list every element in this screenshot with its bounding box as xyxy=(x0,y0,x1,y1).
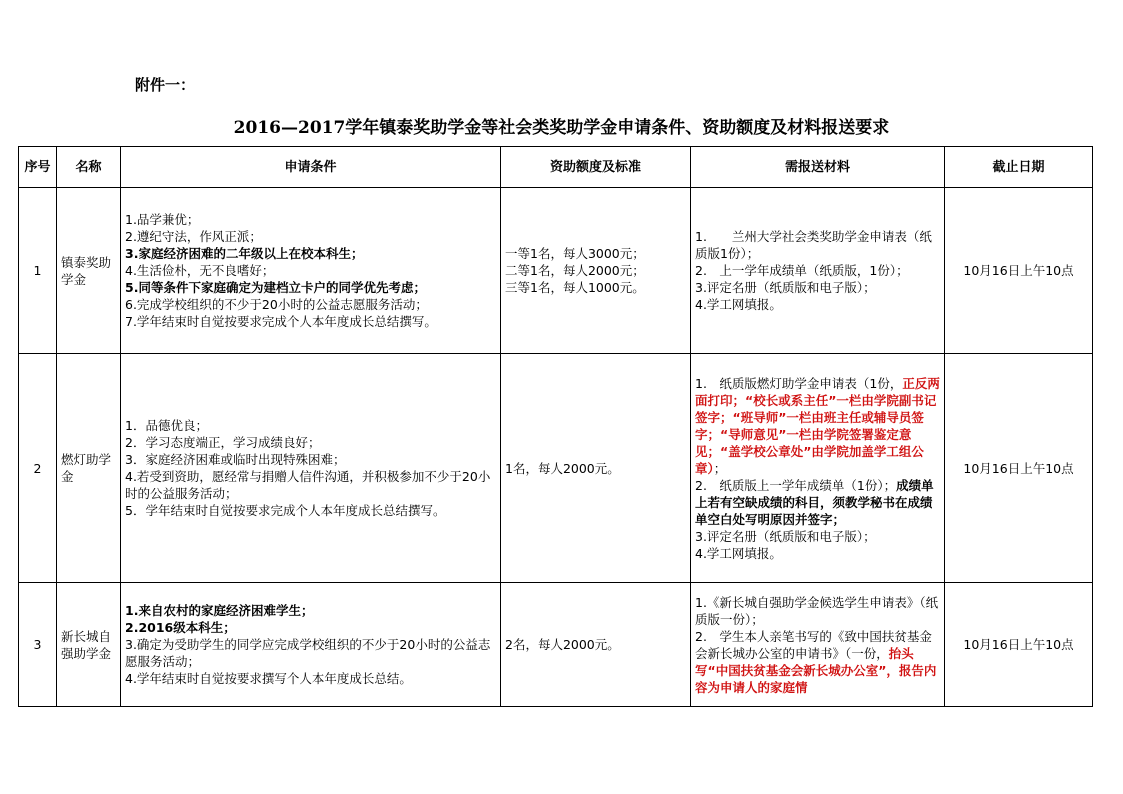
material-text: ； xyxy=(713,460,727,476)
amount-item: 三等1名，每人1000元。 xyxy=(505,280,645,295)
material-text: 2. 纸质版上一学年成绩单（1份）； xyxy=(695,477,897,493)
condition-item: 3.家庭经济困难的二年级以上在校本科生； xyxy=(125,246,364,261)
row-number: 3 xyxy=(19,583,57,707)
material-text: 正反两面打印；“校长或系主任”一栏由学院副书记签字；“班导师”一栏由班主任或辅导员签字；“导师意见”一栏由学院签署鉴定意见；“盖学校公章处”由学院加盖学工组公章） xyxy=(695,375,940,476)
material-text: 2. 学生本人亲笔书写的《致中国扶贫基金会新长城办公室的申请书》（一份， xyxy=(695,628,932,661)
material-text: 抬头写“中国扶贫基金会新长城办公室”，报告内容为申请人的家庭情 xyxy=(695,645,937,695)
material-text: 1. 纸质版燃灯助学金申请表（1份， xyxy=(695,375,903,391)
materials-list xyxy=(695,375,940,562)
header-conditions: 申请条件 xyxy=(121,147,501,188)
condition-item: 2．学习态度端正，学习成绩良好； xyxy=(125,435,321,450)
materials-list xyxy=(695,228,940,313)
amount-cell xyxy=(501,188,691,354)
materials-cell xyxy=(691,188,945,354)
conditions-cell xyxy=(121,188,501,354)
material-text: 3.评定名册（纸质版和电子版）； xyxy=(695,528,876,544)
header-deadline: 截止日期 xyxy=(945,147,1093,188)
condition-item: 5．学年结束时自觉按要求完成个人本年度成长总结撰写。 xyxy=(125,503,446,518)
condition-item: 4.学年结束时自觉按要求撰写个人本年度成长总结。 xyxy=(125,671,412,686)
table-row xyxy=(19,583,1093,707)
material-text: 4.学工网填报。 xyxy=(695,297,782,312)
attachment-heading: 附件一： xyxy=(135,76,196,94)
conditions-cell xyxy=(121,354,501,583)
condition-item: 3.确定为受助学生的同学应完成学校组织的不少于20小时的公益志愿服务活动； xyxy=(125,637,491,669)
document-title: 2016—2017学年镇泰奖助学金等社会类奖助学金申请条件、资助额度及材料报送要求 xyxy=(233,118,890,138)
condition-item: 1．品德优良； xyxy=(125,418,208,433)
amount-item: 一等1名，每人3000元； xyxy=(505,246,645,261)
scholarship-table xyxy=(18,146,1093,707)
table-row xyxy=(19,188,1093,354)
material-item xyxy=(695,228,940,262)
header-name: 名称 xyxy=(57,147,121,188)
table-row xyxy=(19,354,1093,583)
material-text: 2. 上一学年成绩单（纸质版，1份）； xyxy=(695,263,909,278)
material-item xyxy=(695,628,940,696)
material-item xyxy=(695,545,940,562)
condition-item: 4.若受到资助，愿经常与捐赠人信件沟通，并积极参加不少于20小时的公益服务活动； xyxy=(125,469,491,501)
condition-item: 4.生活俭朴，无不良嗜好； xyxy=(125,263,275,278)
amount-cell xyxy=(501,354,691,583)
row-number: 1 xyxy=(19,188,57,354)
condition-item: 2.遵纪守法，作风正派； xyxy=(125,229,262,244)
condition-item: 1.品学兼优； xyxy=(125,212,200,227)
condition-item: 5.同等条件下家庭确定为建档立卡户的同学优先考虑； xyxy=(125,280,426,295)
material-text: 3.评定名册（纸质版和电子版）； xyxy=(695,280,876,295)
material-text: 成绩单上若有空缺成绩的科目，须教学秘书在成绩单空白处写明原因并签字； xyxy=(695,477,934,527)
header-amount: 资助额度及标准 xyxy=(501,147,691,188)
scholarship-name: 燃灯助学金 xyxy=(57,354,121,583)
material-item xyxy=(695,594,940,628)
table-header-row xyxy=(19,147,1093,188)
condition-item: 6.完成学校组织的不少于20小时的公益志愿服务活动； xyxy=(125,297,428,312)
scholarship-name: 镇泰奖助学金 xyxy=(57,188,121,354)
deadline-cell: 10月16日上午10点 xyxy=(945,354,1093,583)
conditions-cell xyxy=(121,583,501,707)
condition-item: 7.学年结束时自觉按要求完成个人本年度成长总结撰写。 xyxy=(125,314,437,329)
material-item xyxy=(695,279,940,296)
amount-item: 二等1名，每人2000元； xyxy=(505,263,645,278)
scholarship-name: 新长城自强助学金 xyxy=(57,583,121,707)
condition-item: 3．家庭经济困难或临时出现特殊困难； xyxy=(125,452,346,467)
material-text: 1. 兰州大学社会类奖助学金申请表（纸质版1份）； xyxy=(695,229,932,261)
row-number: 2 xyxy=(19,354,57,583)
materials-list xyxy=(695,594,940,696)
material-item xyxy=(695,528,940,545)
material-text: 4.学工网填报。 xyxy=(695,545,782,561)
material-item xyxy=(695,477,940,528)
amount-item: 2名，每人2000元。 xyxy=(505,637,620,652)
amount-item: 1名，每人2000元。 xyxy=(505,460,620,476)
materials-cell xyxy=(691,354,945,583)
condition-item: 1.来自农村的家庭经济困难学生； xyxy=(125,603,314,618)
material-item xyxy=(695,296,940,313)
material-text: 1.《新长城自强助学金候选学生申请表》（纸质版一份）； xyxy=(695,594,939,627)
deadline-cell: 10月16日上午10点 xyxy=(945,583,1093,707)
header-number: 序号 xyxy=(19,147,57,188)
material-item xyxy=(695,375,940,477)
materials-cell xyxy=(691,583,945,707)
condition-item: 2.2016级本科生； xyxy=(125,620,236,635)
deadline-cell: 10月16日上午10点 xyxy=(945,188,1093,354)
header-materials: 需报送材料 xyxy=(691,147,945,188)
material-item xyxy=(695,262,940,279)
amount-cell xyxy=(501,583,691,707)
